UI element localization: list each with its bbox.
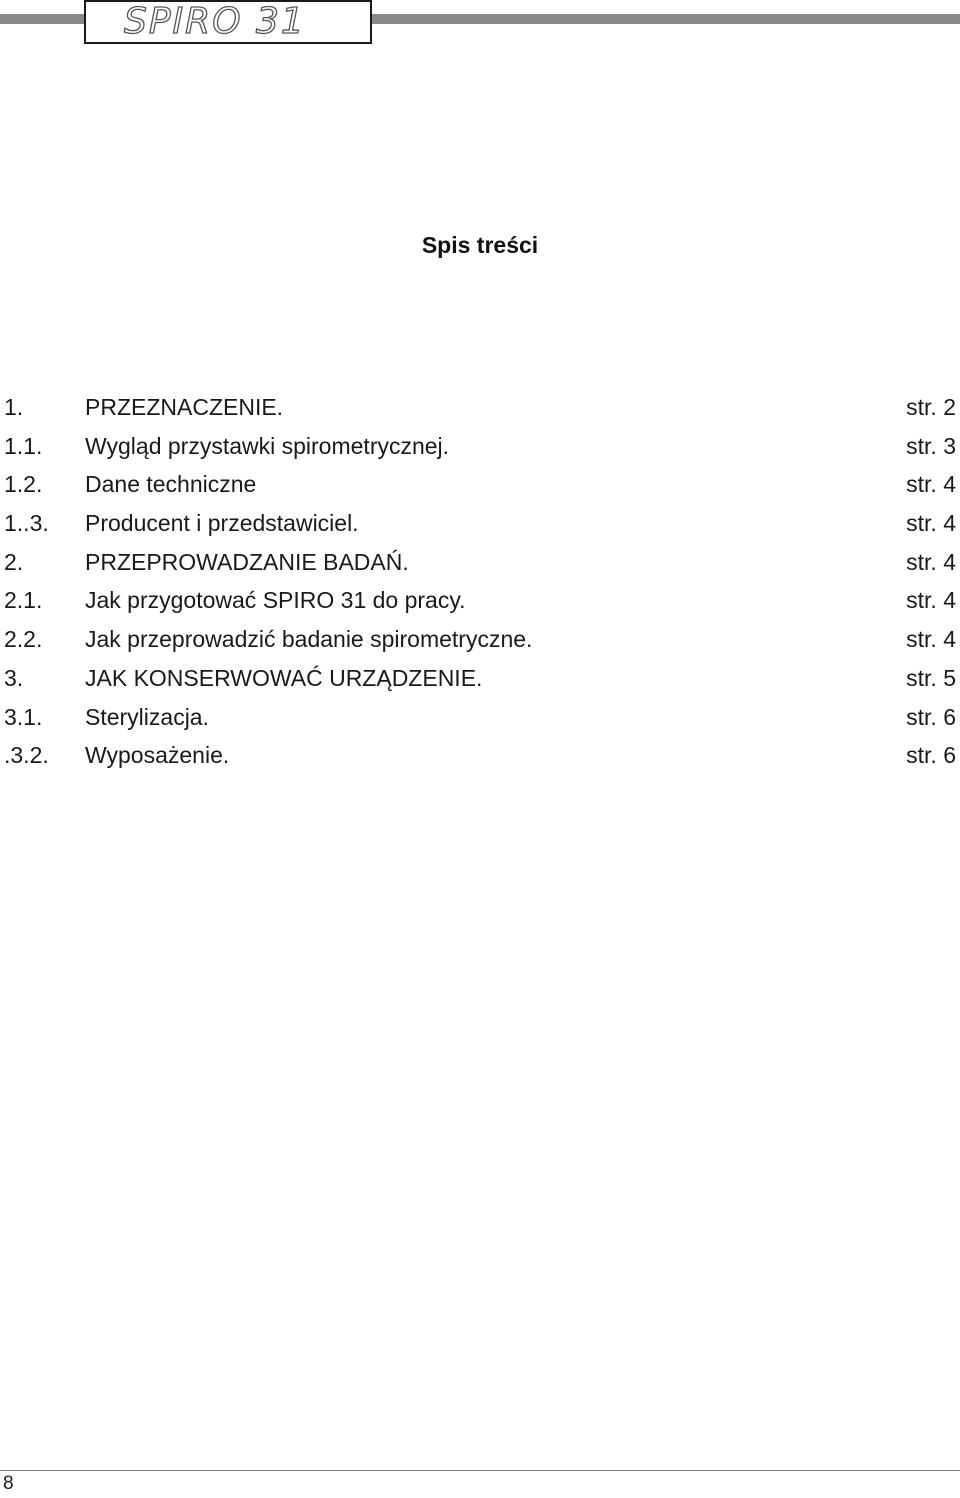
toc-entry-title: Jak przygotować SPIRO 31 do pracy. xyxy=(85,587,466,614)
header-title: SPIRO 31 xyxy=(124,1,306,42)
toc-entry-number: 2. xyxy=(4,548,24,575)
toc-entry-page: str. 6 xyxy=(906,742,956,769)
toc-entry-title: Producent i przedstawiciel. xyxy=(85,510,359,537)
toc-entry-number: 3. xyxy=(4,664,24,691)
toc-entry-number: .3.2. xyxy=(4,742,49,769)
toc-entry-number: 1.1. xyxy=(4,432,43,459)
toc-entry-page: str. 5 xyxy=(906,664,956,691)
header-bar-left xyxy=(0,14,84,24)
toc-entry-title: JAK KONSERWOWAĆ URZĄDZENIE. xyxy=(85,664,483,691)
toc-entry-number: 1. xyxy=(4,394,24,420)
toc-entry-number: 3.1. xyxy=(4,703,43,730)
toc-entry-number: 2.1. xyxy=(4,587,43,614)
toc-entry xyxy=(0,581,960,620)
toc-entry-page: str. 4 xyxy=(906,510,956,537)
table-of-contents xyxy=(0,388,960,775)
toc-entry-number: 1.2. xyxy=(4,471,43,498)
toc-entry-page: str. 4 xyxy=(906,626,956,653)
footer-divider xyxy=(0,1470,960,1471)
toc-entry-page: str. 4 xyxy=(906,587,956,614)
toc-entry xyxy=(0,388,960,427)
header-box xyxy=(84,0,372,44)
toc-entry-title: PRZEZNACZENIE. xyxy=(85,394,284,420)
toc-entry-page: str. 6 xyxy=(906,703,956,730)
toc-entry-title: PRZEPROWADZANIE BADAŃ. xyxy=(85,548,409,575)
header-bar-right xyxy=(372,14,960,24)
toc-entry xyxy=(0,698,960,737)
toc-entry xyxy=(0,427,960,466)
toc-entry xyxy=(0,736,960,775)
page-title: Spis treści xyxy=(421,232,539,258)
toc-entry xyxy=(0,465,960,504)
toc-entry xyxy=(0,504,960,543)
toc-entry-title: Jak przeprowadzić badanie spirometryczne. xyxy=(85,626,533,653)
toc-entry-page: str. 4 xyxy=(906,471,956,498)
toc-entry xyxy=(0,620,960,659)
toc-entry-title: Wygląd przystawki spirometrycznej. xyxy=(85,432,450,459)
toc-entry-title: Wyposażenie. xyxy=(85,742,230,769)
toc-entry-title: Sterylizacja. xyxy=(85,703,209,730)
toc-entry-number: 1..3. xyxy=(4,510,49,537)
toc-entry-number: 2.2. xyxy=(4,626,43,653)
toc-entry-page: str. 4 xyxy=(906,548,956,575)
toc-entry-page: str. 2 xyxy=(906,394,956,420)
toc-entry xyxy=(0,543,960,582)
page-number: 8 xyxy=(3,1473,14,1494)
toc-entry-title: Dane techniczne xyxy=(85,471,257,498)
toc-entry-page: str. 3 xyxy=(906,432,956,459)
toc-entry xyxy=(0,659,960,698)
